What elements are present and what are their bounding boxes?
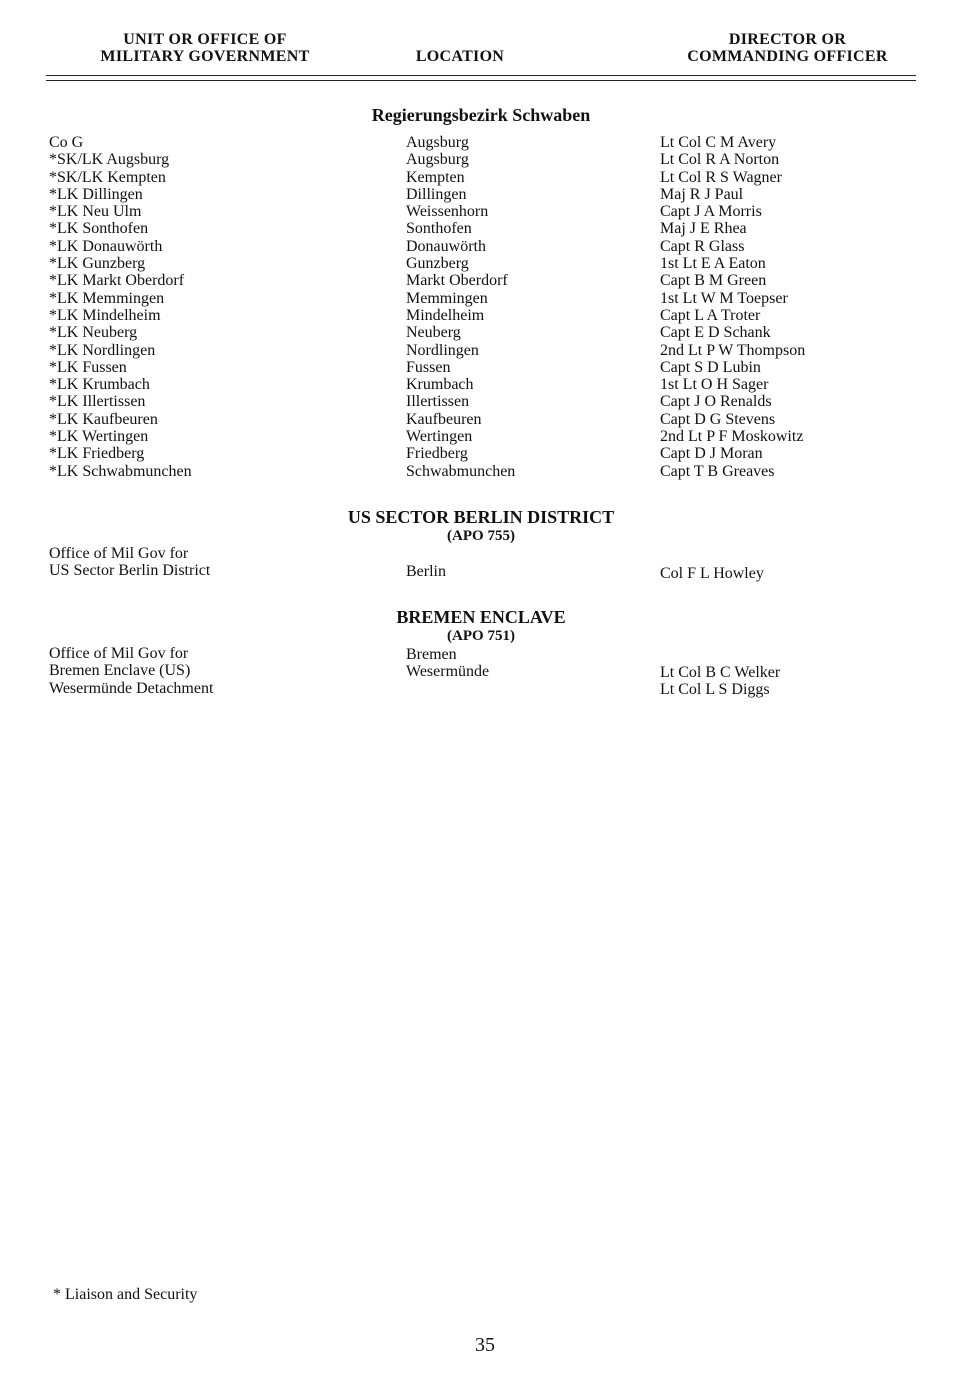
location-row: Schwabmunchen — [406, 462, 516, 480]
location-row: Friedberg — [406, 445, 468, 463]
location-row: Wertingen — [406, 428, 473, 446]
officer-row: Maj J E Rhea — [660, 220, 747, 238]
location-row: Markt Oberdorf — [406, 272, 508, 290]
officer-row: Capt D J Moran — [660, 445, 763, 463]
header-unit-line1: UNIT OR OFFICE OF — [123, 31, 287, 48]
page-number: 35 — [475, 1334, 495, 1356]
unit-row: *SK/LK Kempten — [49, 168, 166, 186]
unit-row: *LK Mindelheim — [49, 306, 161, 324]
location-row: Wesermünde — [406, 663, 490, 681]
header-director-line2: COMMANDING OFFICER — [687, 48, 888, 65]
unit-row: *LK Neuberg — [49, 324, 138, 342]
location-row: Berlin — [406, 563, 446, 580]
schwaben-officers-column — [660, 134, 805, 480]
unit-row: Wesermünde Detachment — [49, 679, 214, 697]
header-rule-top — [46, 75, 916, 76]
unit-row: *LK Donauwörth — [49, 237, 163, 255]
officer-row: Capt L A Troter — [660, 306, 761, 324]
footnote: * Liaison and Security — [53, 1286, 198, 1303]
unit-row: *LK Dillingen — [49, 185, 143, 203]
bremen-officers-column — [660, 664, 780, 699]
unit-row: *LK Markt Oberdorf — [49, 272, 185, 290]
officer-row: Maj R J Paul — [660, 185, 744, 203]
officer-row: 2nd Lt P W Thompson — [660, 341, 806, 359]
unit-row: *LK Kaufbeuren — [49, 410, 158, 428]
location-row: Krumbach — [406, 376, 474, 394]
officer-row: Lt Col R A Norton — [660, 151, 780, 169]
location-row: Gunzberg — [406, 255, 469, 273]
officer-row: Capt E D Schank — [660, 324, 771, 342]
officer-row: 1st Lt O H Sager — [660, 376, 769, 394]
unit-row: Co G — [49, 134, 84, 151]
officer-row: Capt D G Stevens — [660, 410, 776, 428]
unit-row: *SK/LK Augsburg — [49, 151, 170, 169]
section-title-berlin: US SECTOR BERLIN DISTRICT — [347, 507, 615, 527]
unit-row: Office of Mil Gov for — [49, 545, 189, 562]
unit-row: *LK Sonthofen — [49, 220, 149, 238]
location-row: Mindelheim — [406, 306, 485, 324]
unit-row: *LK Wertingen — [49, 428, 149, 446]
unit-row: *LK Gunzberg — [49, 255, 146, 273]
bremen-units-column — [49, 645, 213, 697]
officer-row: 1st Lt W M Toepser — [660, 289, 788, 307]
unit-row: *LK Nordlingen — [49, 341, 156, 359]
officer-row: Capt J O Renalds — [660, 393, 772, 411]
officer-row: Capt R Glass — [660, 237, 745, 255]
unit-row: *LK Illertissen — [49, 393, 146, 411]
header-unit-line2: MILITARY GOVERNMENT — [100, 48, 310, 65]
location-row: Dillingen — [406, 185, 467, 203]
officer-row: Lt Col B C Welker — [660, 664, 781, 681]
section-title-schwaben: Regierungsbezirk Schwaben — [371, 105, 591, 125]
officer-row: Capt B M Green — [660, 272, 767, 290]
header-location: LOCATION — [415, 48, 505, 65]
unit-row: US Sector Berlin District — [49, 562, 211, 580]
unit-row: Bremen Enclave (US) — [49, 662, 191, 680]
unit-row: *LK Neu Ulm — [49, 203, 142, 221]
location-row: Bremen — [406, 646, 457, 663]
officer-row: Col F L Howley — [660, 565, 764, 582]
officer-row: Lt Col L S Diggs — [660, 681, 770, 699]
officer-row: Lt Col C M Avery — [660, 134, 777, 151]
officer-row: Capt T B Greaves — [660, 462, 775, 480]
officer-row: 2nd Lt P F Moskowitz — [660, 428, 804, 446]
berlin-locations-column — [406, 563, 446, 580]
location-row: Memmingen — [406, 289, 488, 307]
unit-row: *LK Schwabmunchen — [49, 462, 192, 480]
location-row: Donauwörth — [406, 237, 486, 255]
section-subtitle-bremen: (APO 751) — [447, 628, 515, 644]
location-row: Sonthofen — [406, 220, 472, 238]
header-rule-bottom — [46, 80, 916, 81]
location-row: Augsburg — [406, 134, 469, 151]
schwaben-locations-column — [406, 134, 515, 480]
officer-row: Capt S D Lubin — [660, 358, 761, 376]
unit-row: *LK Krumbach — [49, 376, 150, 394]
berlin-officers-column — [660, 565, 764, 582]
unit-row: *LK Friedberg — [49, 445, 145, 463]
schwaben-units-column — [35, 134, 192, 480]
location-row: Weissenhorn — [406, 203, 489, 221]
officer-row: 1st Lt E A Eaton — [660, 255, 766, 273]
officer-row: Lt Col R S Wagner — [660, 168, 782, 186]
unit-row: Office of Mil Gov for — [49, 645, 189, 662]
location-row: Kaufbeuren — [406, 410, 482, 428]
unit-row: *LK Memmingen — [49, 289, 165, 307]
header-director — [665, 31, 910, 65]
header-unit — [70, 31, 340, 65]
bremen-locations-column — [406, 646, 489, 681]
location-row: Augsburg — [406, 151, 469, 169]
section-subtitle-berlin: (APO 755) — [447, 528, 515, 544]
location-row: Illertissen — [406, 393, 470, 411]
location-row: Nordlingen — [406, 341, 479, 359]
location-row: Fussen — [406, 358, 451, 376]
berlin-units-column — [49, 545, 210, 580]
officer-row: Capt J A Morris — [660, 203, 762, 221]
location-row: Neuberg — [406, 324, 461, 342]
header-director-line1: DIRECTOR OR — [728, 31, 847, 48]
unit-row: *LK Fussen — [49, 358, 127, 376]
location-row: Kempten — [406, 168, 465, 186]
section-title-bremen: BREMEN ENCLAVE — [396, 607, 566, 627]
